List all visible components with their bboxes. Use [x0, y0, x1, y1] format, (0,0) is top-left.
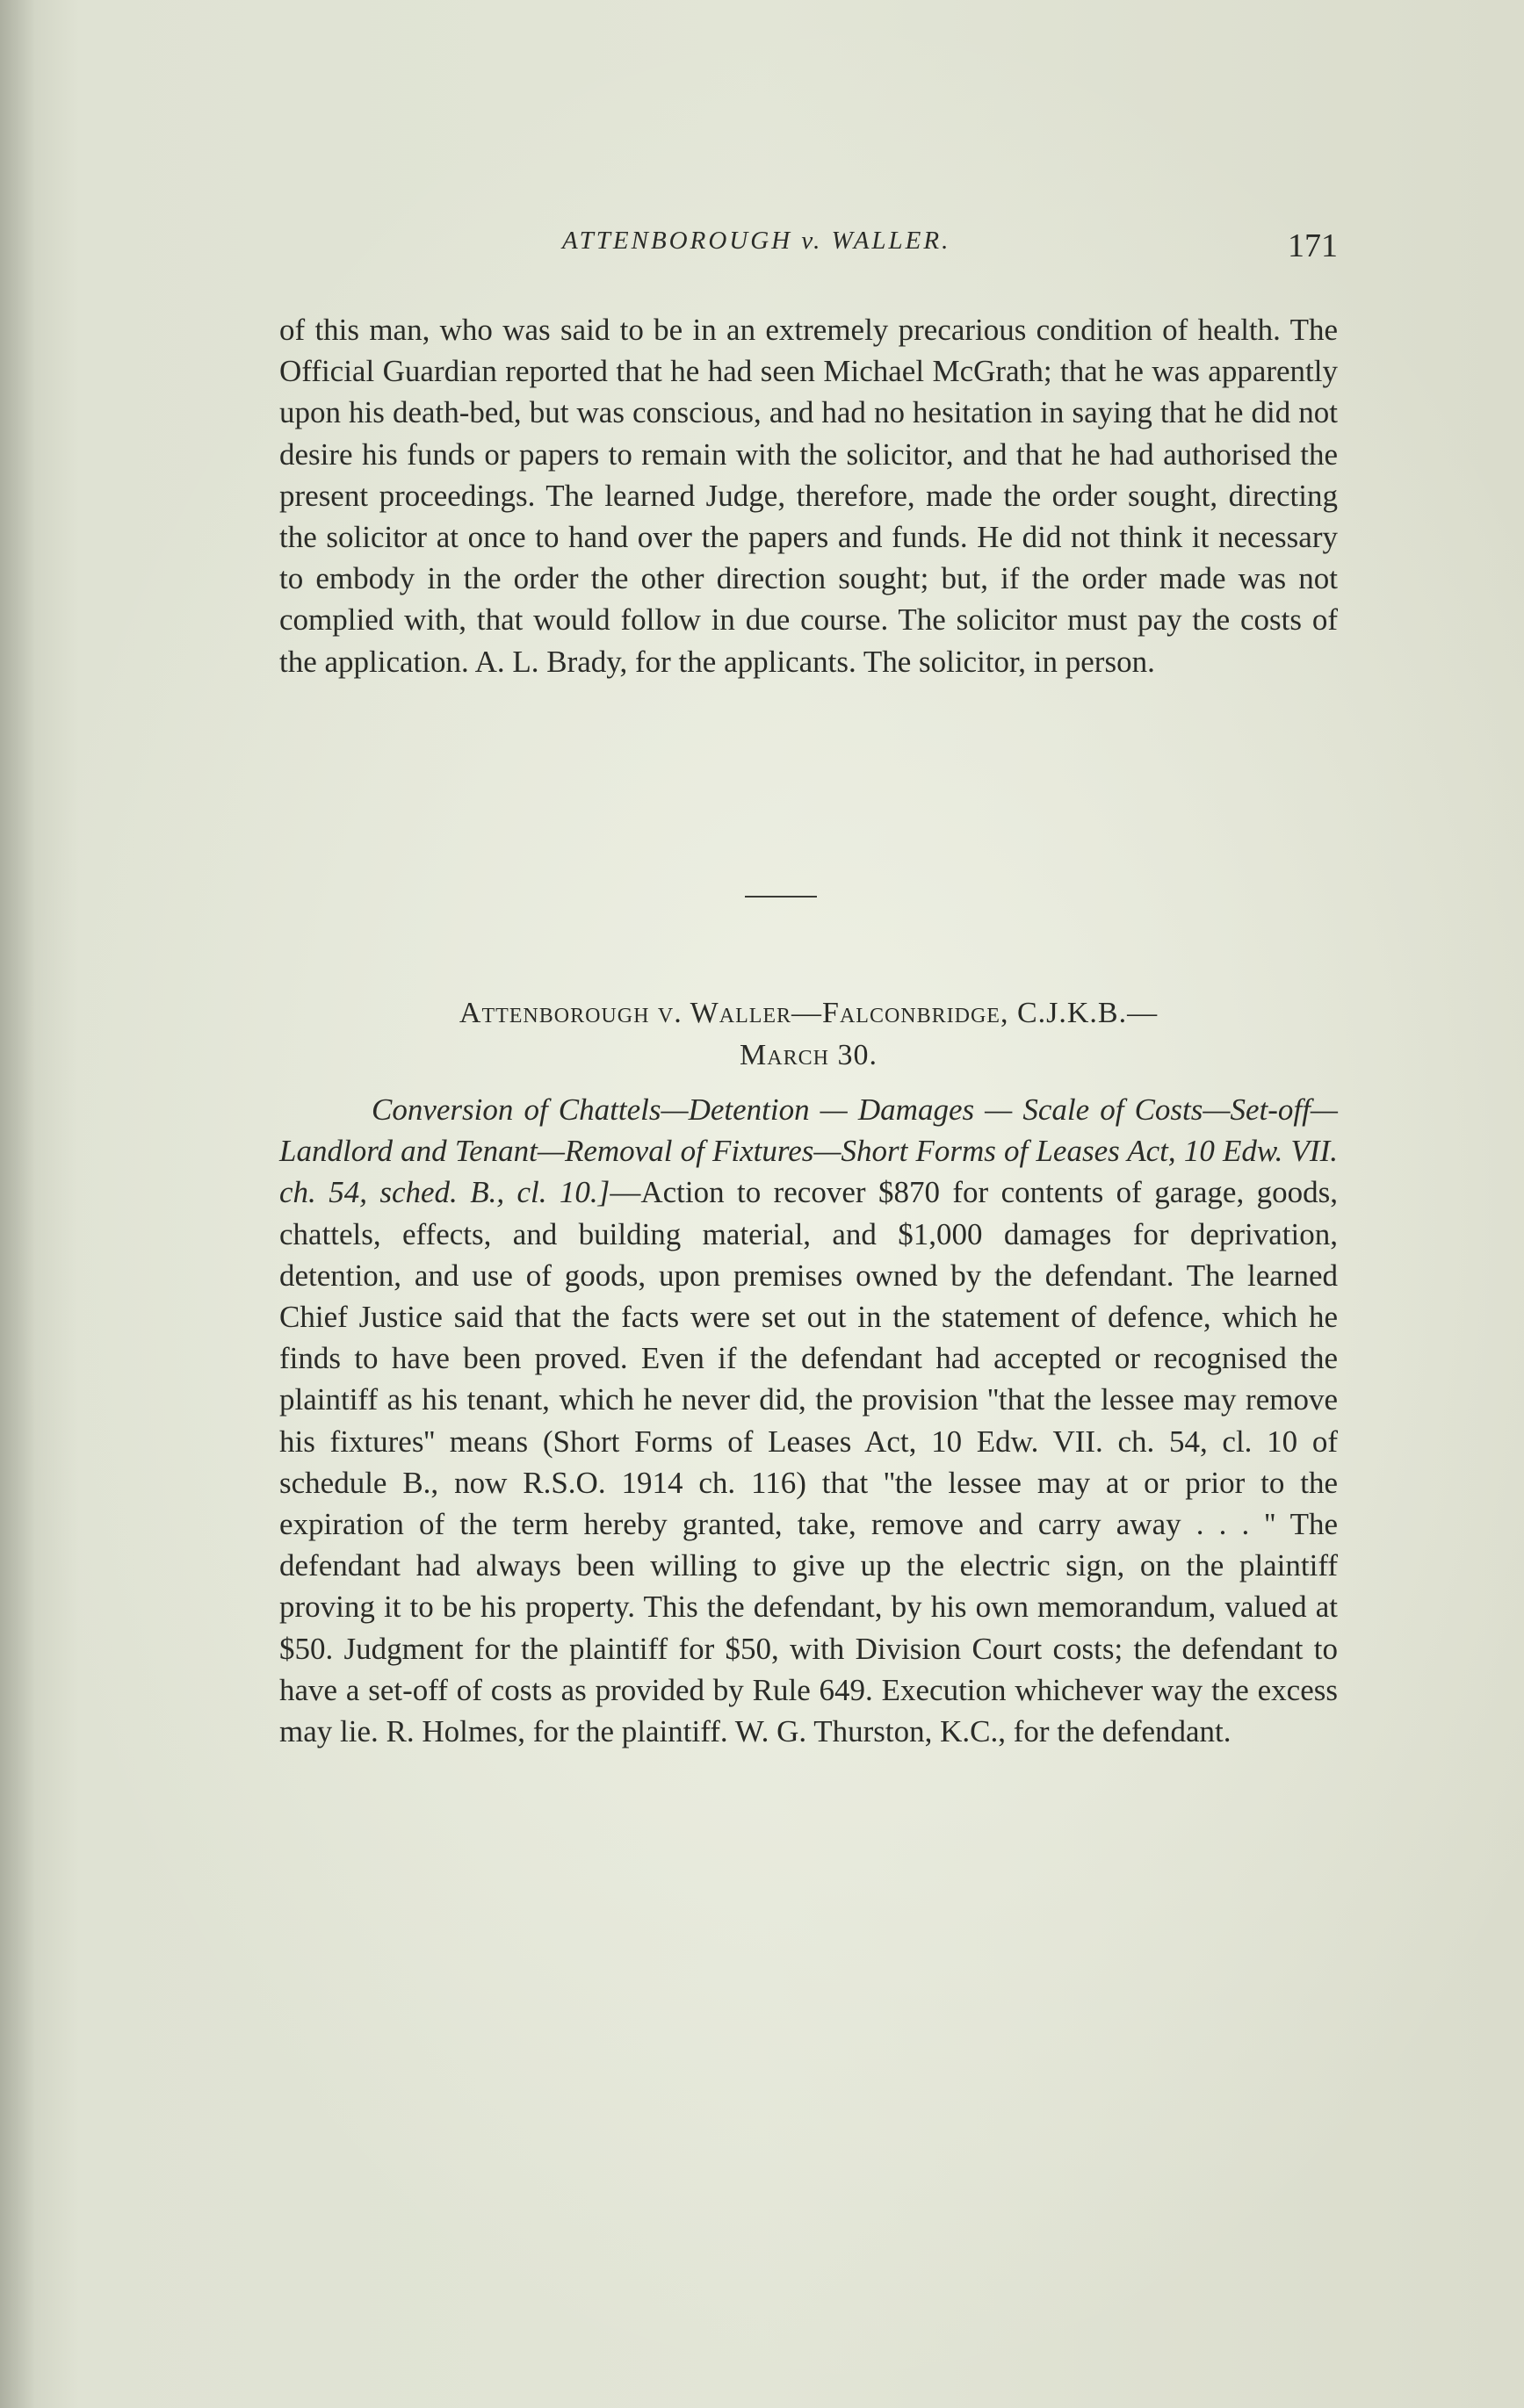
- case-heading: [279, 992, 1338, 1077]
- gutter-shadow: [0, 0, 35, 2408]
- page-number: 171: [1288, 227, 1338, 264]
- case-report: [279, 1089, 1338, 1752]
- paragraph-continued: [279, 309, 1338, 682]
- case-heading-line2: March 30.: [740, 1039, 878, 1071]
- case-body: —Action to recover $870 for contents of garage, goods, chattels, effects, and building material, and $1,000 damages for deprivation, detention, and use of goods, upon premises owned by the defendant. The learned Chief Justice said that the facts were set out in the statement of defence, which he finds to have been proved. Even if the defendant had accepted or recognised the plaintiff as his tenant, which he never did, the provision ''that the lessee may remove his fixtures'' means (Short Forms of Leases Act, 10 Edw. VII. ch. 54, cl. 10 of schedule B., now R.S.O. 1914 ch. 116) that ''the lessee may at or prior to the expiration of the term hereby granted, take, remove and carry away . . . '' The defendant had always been willing to give up the electric sign, on the plaintiff proving it to be his property. This the defendant, by his own memorandum, valued at $50. Judgment for the plaintiff for $50, with Division Court costs; the defendant to have a set-off of costs as provided by Rule 649. Execution whichever way the excess may lie. R. Holmes, for the plaintiff. W. G. Thurston, K.C., for the defendant.: [279, 1175, 1339, 1749]
- catchwords: Conversion of Chattels—Detention — Damages — Scale of Costs—Set-off—Landlord and Tenant—Removal of Fixtures—Short Forms of Leases Act, 10 Edw. VII. ch. 54, sched. B., cl. 10.]: [279, 1092, 1338, 1210]
- paragraph-text: of this man, who was said to be in an extremely precarious condition of health. The Official Guardian reported that he had seen Michael McGrath; that he was apparently upon his death-bed, but was conscious, and had no hesitation in saying that he did not desire his funds or papers to remain with the solicitor, and that he had authorised the present proceedings. The learned Judge, therefore, made the order sought, directing the solicitor at once to hand over the papers and funds. He did not think it necessary to embody in the order the other direction sought; but, if the order made was not complied with, that would follow in due course. The solicitor must pay the costs of the application. A. L. Brady, for the applicants. The solicitor, in person.: [279, 313, 1338, 679]
- case-heading-line1: Attenborough v. Waller—Falconbridge, C.J.K.B.—: [459, 997, 1159, 1029]
- section-divider: [745, 896, 817, 898]
- page-header: [279, 227, 1338, 270]
- case-report-text: [279, 1089, 1338, 1752]
- running-head: ATTENBOROUGH v. WALLER.: [562, 227, 951, 255]
